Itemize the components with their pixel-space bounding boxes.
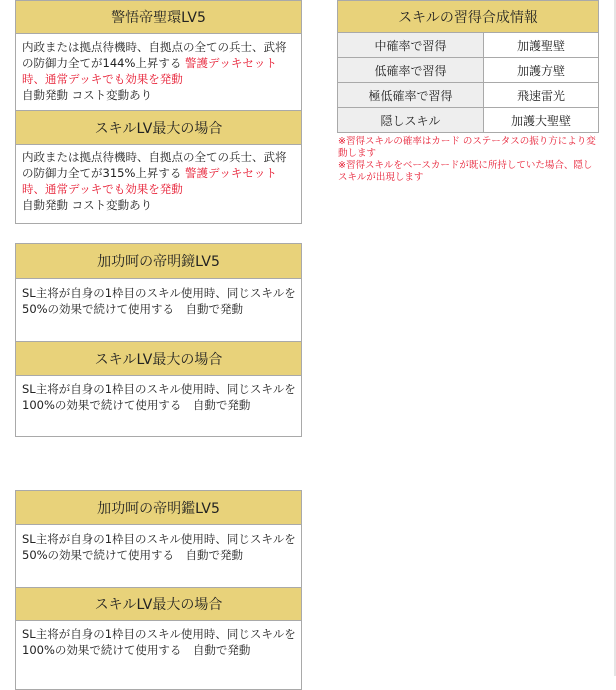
synthesis-value: 加護大聖壁 [484,108,599,133]
skill-max-title: スキルLV最大の場合 [16,587,301,621]
synthesis-title: スキルの習得合成情報 [338,1,599,33]
skill-card-2 [15,243,302,437]
skill-card-title: 加功呵の帝明鑑LV5 [16,491,301,525]
skill-desc-text: 内政または拠点待機時、自拠点の全ての兵士、武将の防御力全てが144%上昇する [22,40,287,70]
skill-desc-red-text: 警護デッキセット時、通常デッキでも効果を発動 [22,56,277,86]
skill-max-description: SL主将が自身の1枠目のスキル使用時、同じスキルを100%の効果で続けて使用する 自動で発動 [22,382,296,412]
synthesis-note-2: ※習得スキルをベースカードが既に所持していた場合、隠しスキルが出現します [338,160,593,183]
skill-card-description: SL主将が自身の1枠目のスキル使用時、同じスキルを50%の効果で続けて使用する 自動で発動 [22,286,296,316]
synthesis-note-1: ※習得スキルの確率はカード のステータスの振り方により変動します [338,136,596,159]
synthesis-value: 飛速雷光 [484,83,599,108]
skill-max-title: スキルLV最大の場合 [16,341,301,376]
synthesis-label: 極低確率で習得 [338,83,484,108]
skill-max-title: スキルLV最大の場合 [16,110,301,145]
skill-synthesis-panel [337,0,599,184]
skill-card-description [16,34,301,110]
skill-desc-footer: 自動発動 コスト変動あり [22,88,153,102]
synthesis-value: 加護方壁 [484,58,599,83]
skill-card-3 [15,490,302,690]
synthesis-label: 中確率で習得 [338,33,484,58]
skill-card-title: 警悟帝聖環LV5 [16,1,301,34]
synthesis-label: 隠しスキル [338,108,484,133]
skill-card-description: SL主将が自身の1枠目のスキル使用時、同じスキルを50%の効果で続けて使用する 自動で発動 [22,532,296,562]
table-row [338,83,599,108]
table-row [338,33,599,58]
skill-max-footer: 自動発動 コスト変動あり [22,198,153,212]
skill-max-description [16,145,301,217]
skill-max-red-text: 警護デッキセット時、通常デッキでも効果を発動 [22,166,277,196]
skill-card-title: 加功呵の帝明鏡LV5 [16,244,301,279]
skill-max-text: 内政または拠点待機時、自拠点の全ての兵士、武将の防御力全てが315%上昇する [22,150,287,180]
skill-card-1 [15,0,302,224]
skill-synthesis-table [337,0,599,133]
table-row [338,108,599,133]
synthesis-value: 加護聖壁 [484,33,599,58]
skill-max-description: SL主将が自身の1枠目のスキル使用時、同じスキルを100%の効果で続けて使用する 自動で発動 [22,627,296,657]
synthesis-label: 低確率で習得 [338,58,484,83]
table-row [338,58,599,83]
